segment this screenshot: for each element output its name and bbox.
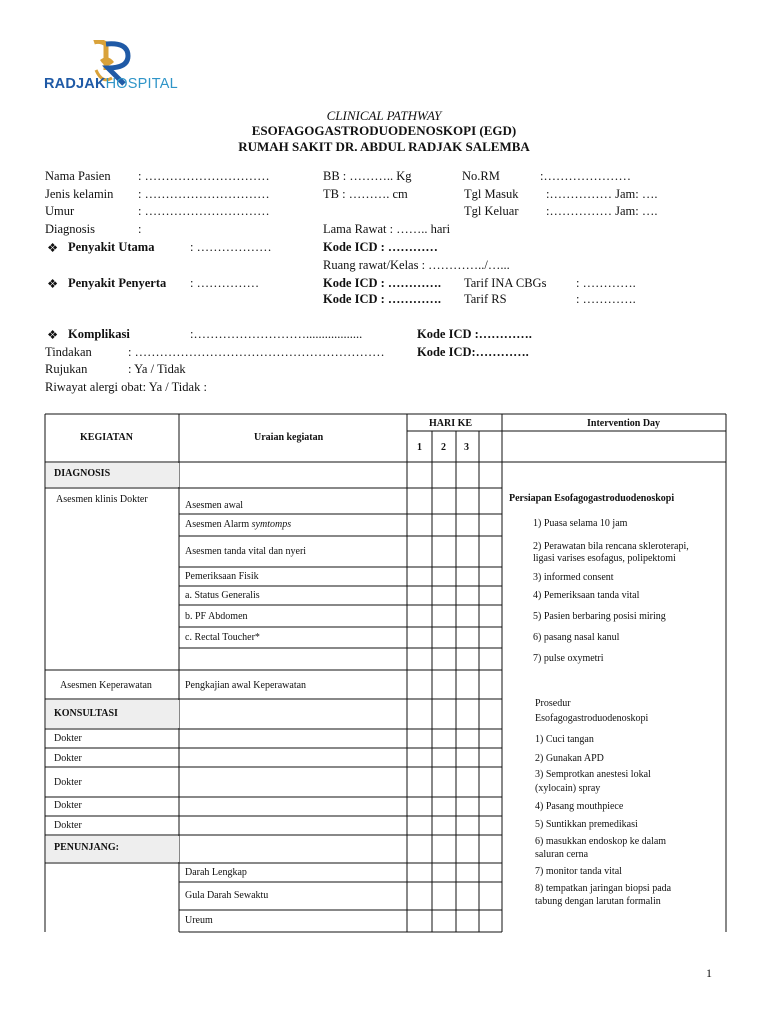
uraian-pemeriksaan-fisik: Pemeriksaan Fisik [185,571,259,582]
field-umur[interactable]: : ………………………… [138,204,270,218]
penunjang-ureum: Ureum [185,915,213,926]
bullet-icon: ❖ [47,328,59,342]
field-ruang-rawat[interactable]: Ruang rawat/Kelas : …………../…... [323,258,510,272]
prosedur-item: 1) Cuci tangan [535,734,594,745]
persiapan-item: 6) pasang nasal kanul [533,632,620,643]
label-tarif-ina: Tarif INA CBGs [464,276,547,290]
label-jenis-kelamin: Jenis kelamin [45,187,114,201]
field-nama-pasien[interactable]: : ………………………… [138,169,270,183]
label-tgl-keluar: Tgl Keluar [464,204,519,218]
prosedur-item: 2) Gunakan APD [535,753,604,764]
persiapan-item: 3) informed consent [533,572,614,583]
prosedur-item-cont: (xylocain) spray [535,783,601,794]
field-penyakit-penyerta[interactable]: : …………… [190,276,260,290]
penunjang-gula-darah: Gula Darah Sewaktu [185,890,269,901]
persiapan-item: 1) Puasa selama 10 jam [533,518,628,529]
field-tindakan[interactable]: : …………………………………………………… [128,345,385,359]
label-penyakit-utama: Penyakit Utama [68,240,155,254]
field-penyakit-utama[interactable]: : ……………… [190,240,272,254]
uraian-rectal-toucher: c. Rectal Toucher* [185,632,260,643]
persiapan-item: 5) Pasien berbaring posisi miring [533,611,666,622]
prosedur-title: Prosedur [535,698,571,709]
col-header-day-1: 1 [417,442,422,453]
row-dokter: Dokter [54,820,82,831]
uraian-asesmen-tanda-vital: Asesmen tanda vital dan nyeri [185,546,307,557]
field-norm[interactable]: :………………… [540,169,631,183]
col-header-uraian: Uraian kegiatan [254,432,324,443]
uraian-asesmen-alarm: Asesmen Alarm symtomps [185,519,292,530]
penunjang-darah-lengkap: Darah Lengkap [185,867,247,878]
row-asesmen-klinis: Asesmen klinis Dokter [56,494,148,505]
row-dokter: Dokter [54,733,82,744]
hospital-name: RUMAH SAKIT DR. ABDUL RADJAK SALEMBA [238,139,530,154]
label-norm: No.RM [462,169,500,183]
field-jenis-kelamin[interactable]: : ………………………… [138,187,270,201]
prosedur-item: 6) masukkan endoskop ke dalam [535,836,667,847]
field-tb[interactable]: TB : ………. cm [323,187,408,201]
prosedur-item: 7) monitor tanda vital [535,866,622,877]
field-tarif-ina[interactable]: : …………. [576,276,636,290]
persiapan-item-cont: ligasi varises esofagus, polipektomi [533,553,676,564]
prosedur-item: 3) Semprotkan anestesi lokal [535,769,651,780]
prosedur-item: 4) Pasang mouthpiece [535,801,624,812]
label-tindakan: Tindakan [45,345,92,359]
label-tgl-masuk: Tgl Masuk [464,187,519,201]
col-header-day-2: 2 [441,442,446,453]
prosedur-item-cont: saluran cerna [535,849,589,860]
bullet-icon: ❖ [47,241,59,255]
uraian-status-generalis: a. Status Generalis [185,590,260,601]
uraian-asesmen-awal: Asesmen awal [185,500,244,511]
persiapan-item: 2) Perawatan bila rencana skleroterapi, [533,541,689,552]
doc-title: CLINICAL PATHWAY [326,108,442,123]
uraian-pf-abdomen: b. PF Abdomen [185,611,248,622]
label-umur: Umur [45,204,75,218]
label-rujukan: Rujukan [45,362,88,376]
row-dokter: Dokter [54,777,82,788]
label-penyakit-penyerta: Penyakit Penyerta [68,276,167,290]
label-riwayat-alergi[interactable]: Riwayat alergi obat: Ya / Tidak : [45,380,207,394]
row-dokter: Dokter [54,753,82,764]
field-kode-icd-utama[interactable]: Kode ICD : ………… [323,240,438,254]
col-header-intervention: Intervention Day [587,418,661,429]
label-komplikasi: Komplikasi [68,327,130,341]
section-penunjang: PENUNJANG: [54,842,119,853]
label-nama-pasien: Nama Pasien [45,169,111,183]
prosedur-item-cont: tabung dengan larutan formalin [535,896,661,907]
field-komplikasi[interactable]: :……………………….................. [190,327,363,341]
field-kode-icd-komplikasi[interactable]: Kode ICD :…………. [417,327,532,341]
persiapan-item: 7) pulse oxymetri [533,653,604,664]
field-rujukan[interactable]: : Ya / Tidak [128,362,186,376]
doc-subtitle: ESOFAGOGASTRODUODENOSKOPI (EGD) [251,123,517,138]
field-tgl-masuk[interactable]: :…………… Jam: …. [546,187,658,201]
col-header-kegiatan: KEGIATAN [80,432,133,443]
field-lama-rawat[interactable]: Lama Rawat : …….. hari [323,222,451,236]
uraian-pengkajian: Pengkajian awal Keperawatan [185,680,307,691]
field-tarif-rs[interactable]: : …………. [576,292,636,306]
field-kode-icd-penyerta-2[interactable]: Kode ICD : …………. [323,292,442,306]
persiapan-title: Persiapan Esofagogastroduodenoskopi [509,493,675,504]
section-diagnosis: DIAGNOSIS [54,468,111,479]
page-number: 1 [706,966,712,980]
persiapan-item: 4) Pemeriksaan tanda vital [533,590,640,601]
label-tarif-rs: Tarif RS [464,292,507,306]
col-header-hari-ke: HARI KE [429,418,473,429]
label-diagnosis: Diagnosis [45,222,95,236]
prosedur-item: 8) tempatkan jaringan biopsi pada [535,883,672,894]
logo-wordmark: RADJAKHOSPITAL [44,76,178,92]
row-asesmen-keperawatan: Asesmen Keperawatan [60,680,152,691]
row-dokter: Dokter [54,800,82,811]
field-bb[interactable]: BB : ……….. Kg [323,169,412,183]
field-tgl-keluar[interactable]: :…………… Jam: …. [546,204,658,218]
field-kode-icd-tindakan[interactable]: Kode ICD:…………. [417,345,529,359]
section-konsultasi: KONSULTASI [54,708,118,719]
field-kode-icd-penyerta-1[interactable]: Kode ICD : …………. [323,276,442,290]
prosedur-item: 5) Suntikkan premedikasi [535,819,638,830]
col-header-day-3: 3 [464,442,469,453]
field-diagnosis[interactable]: : [138,222,142,236]
bullet-icon: ❖ [47,277,59,291]
prosedur-title-2: Esofagogastroduodenoskopi [535,713,649,724]
